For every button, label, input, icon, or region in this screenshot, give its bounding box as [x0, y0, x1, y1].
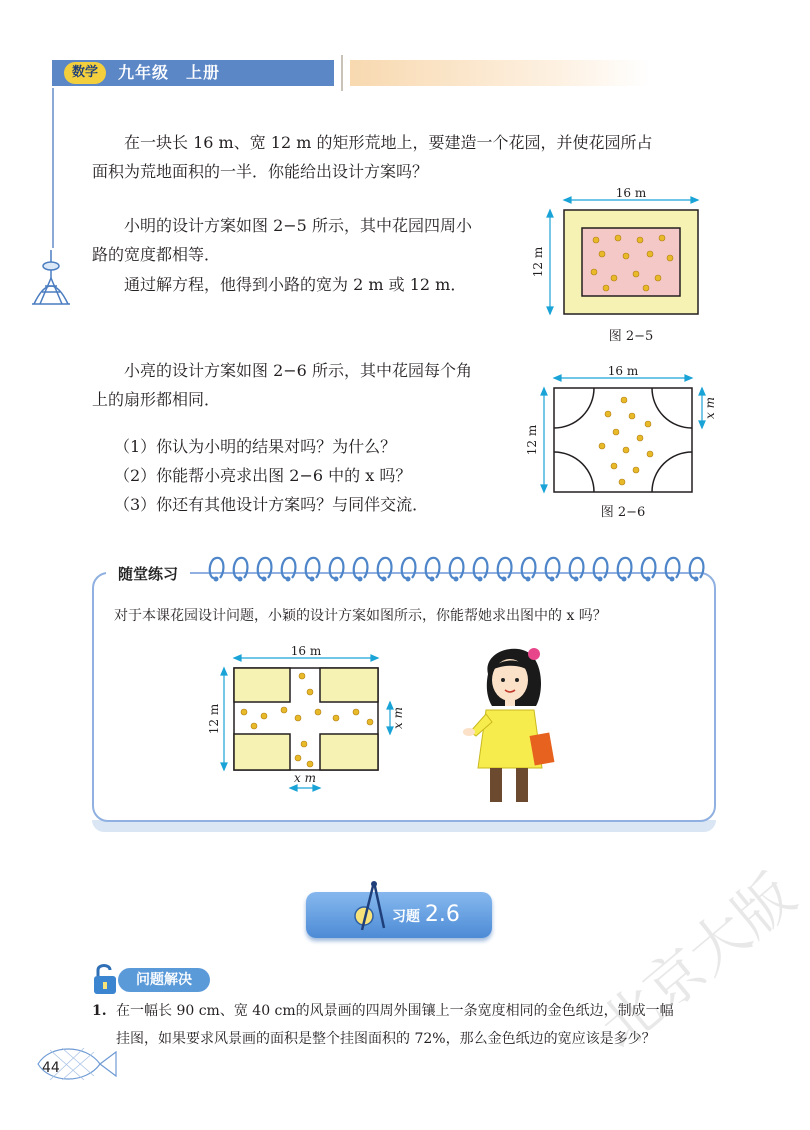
header-divider: [341, 55, 343, 91]
practice-x-bottom-label: x m: [294, 771, 316, 785]
practice-height-label: 12 m: [207, 703, 221, 735]
open-lock-icon: [92, 962, 120, 996]
watermark: 北京大版: [586, 860, 808, 1063]
fig26-radius-label: x m: [703, 397, 717, 419]
exercise-label: 习题 2.6: [392, 902, 460, 927]
practice-tag: 随堂练习: [106, 562, 190, 586]
girl-illustration: [462, 640, 566, 804]
book-title: 九年级 上册: [118, 63, 221, 82]
question-2: （2）你能帮小亮求出图 2−6 中的 x 吗？: [114, 466, 412, 485]
fig26-height-label: 12 m: [525, 424, 539, 456]
problem-section-tag: 问题解决: [118, 968, 210, 992]
xiaoming-line-2: 路的宽度都相等．: [92, 245, 221, 264]
intro-line-2: 面积为荒地面积的一半．你能给出设计方案吗？: [92, 162, 429, 181]
practice-width-label: 16 m: [290, 644, 322, 658]
compass-icon: [350, 878, 390, 938]
header-gradient-strip: [350, 60, 650, 86]
xiaoming-line-1: 小明的设计方案如图 2−5 所示，其中花园四周小: [124, 216, 472, 235]
fig25-caption: 图 2−5: [608, 329, 654, 344]
fig25-height-label: 12 m: [531, 246, 545, 278]
problem-1-number: 1.: [92, 1003, 107, 1019]
practice-figure: [207, 644, 410, 796]
spiral-binding: [206, 552, 706, 592]
tower-icon: [26, 248, 76, 308]
margin-line: [52, 88, 54, 248]
xiaoliang-line-1: 小亮的设计方案如图 2−6 所示，其中花园每个角: [124, 361, 472, 380]
fig26-caption: 图 2−6: [600, 505, 646, 520]
problem-1-line-1: 在一幅长 90 cm、宽 40 cm的风景画的四周外围镶上一条宽度相同的金色纸边，制成一幅: [116, 1003, 674, 1019]
xiaoliang-line-2: 上的扇形都相同．: [92, 390, 221, 409]
practice-x-right-label: x m: [391, 707, 405, 729]
figure-2-6: [525, 364, 726, 522]
fig25-width-label: 16 m: [615, 186, 647, 200]
problem-1-line-2: 挂图，如果要求风景画的面积是整个挂图面积的 72%，那么金色纸边的宽应该是多少？: [116, 1031, 656, 1047]
question-1: （1）你认为小明的结果对吗？为什么？: [114, 437, 397, 456]
figure-2-5: [531, 186, 716, 348]
xiaoming-line-3: 通过解方程，他得到小路的宽为 2 m 或 12 m．: [124, 275, 467, 294]
fig26-width-label: 16 m: [607, 364, 639, 378]
subject-logo: 数学: [64, 62, 106, 84]
practice-question: 对于本课花园设计问题，小颖的设计方案如图所示，你能帮她求出图中的 x 吗？: [114, 608, 607, 624]
page-number: 44: [42, 1060, 60, 1076]
question-3: （3）你还有其他设计方案吗？与同伴交流．: [114, 495, 429, 514]
intro-line-1: 在一块长 16 m、宽 12 m 的矩形荒地上，要建造一个花园，并使花园所占: [124, 133, 653, 152]
